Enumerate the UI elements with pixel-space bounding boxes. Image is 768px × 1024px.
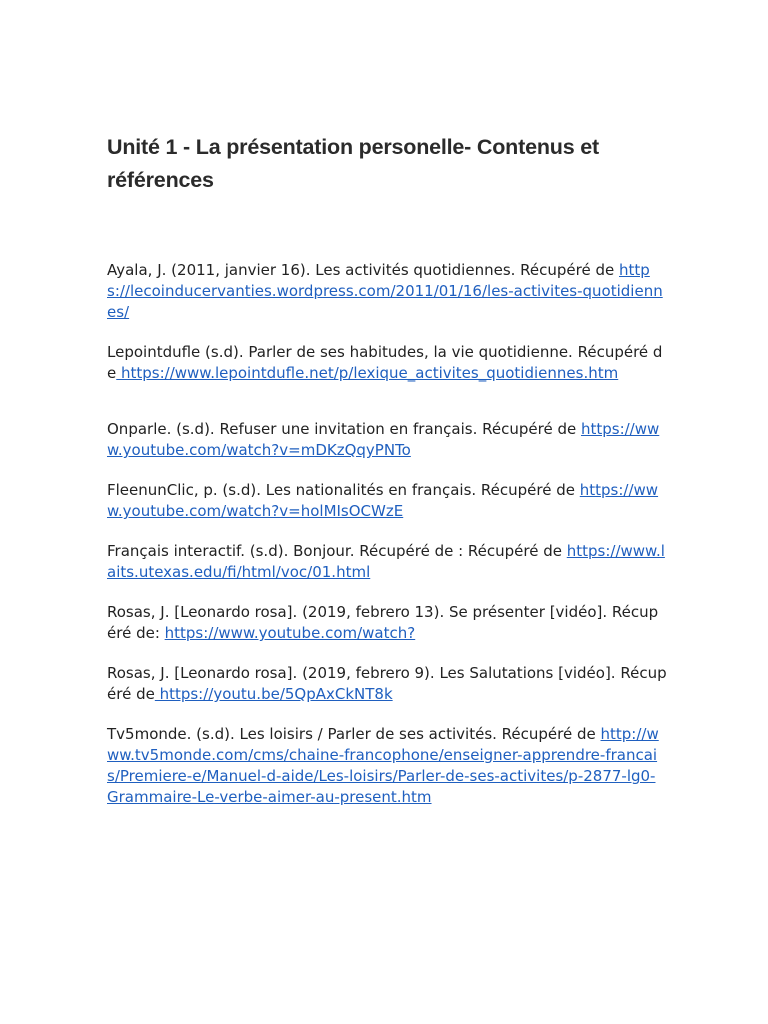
- reference-list: [107, 260, 667, 808]
- reference-link[interactable]: https://www.youtube.com/watch?v=holMIsOCWzE: [107, 481, 659, 520]
- reference-item: [107, 260, 667, 323]
- reference-item: [107, 480, 667, 522]
- reference-item: [107, 724, 667, 808]
- document-page: [107, 131, 667, 827]
- reference-link[interactable]: https://lecoinducervanties.wordpress.com/2011/01/16/les-activites-quotidiennes/: [107, 261, 663, 321]
- reference-text: Rosas, J. [Leonardo rosa]. (2019, febrero 9). Les Salutations [vidéo]. Récupéré de: [107, 664, 667, 703]
- reference-text: Ayala, J. (2011, janvier 16). Les activités quotidiennes. Récupéré de: [107, 261, 620, 279]
- reference-item: [107, 419, 667, 461]
- reference-item: [107, 541, 667, 583]
- reference-text: Français interactif. (s.d). Bonjour. Récupéré de : Récupéré de: [107, 542, 567, 560]
- reference-link[interactable]: https://www.laits.utexas.edu/fi/html/voc/01.html: [107, 542, 665, 581]
- reference-text: Rosas, J. [Leonardo rosa]. (2019, febrero 13). Se présenter [vidéo]. Récupéré de:: [107, 603, 659, 642]
- reference-text: Tv5monde. (s.d). Les loisirs / Parler de ses activités. Récupéré de: [107, 725, 601, 743]
- reference-text: FleenunClic, p. (s.d). Les nationalités en français. Récupéré de: [107, 481, 580, 499]
- reference-item: [107, 602, 667, 644]
- reference-item: [107, 342, 667, 384]
- reference-link[interactable]: https://www.youtube.com/watch?: [164, 624, 416, 642]
- reference-link[interactable]: https://www.youtube.com/watch?v=mDKzQqyPNTo: [107, 420, 660, 459]
- reference-text: Lepointdufle (s.d). Parler de ses habitudes, la vie quotidienne. Récupéré de: [107, 343, 663, 382]
- reference-item: [107, 663, 667, 705]
- reference-link[interactable]: https://youtu.be/5QpAxCkNT8k: [154, 685, 393, 703]
- reference-text: Onparle. (s.d). Refuser une invitation en français. Récupéré de: [107, 420, 581, 438]
- page-title: Unité 1 - La présentation personelle- Contenus et références: [107, 135, 599, 192]
- reference-link[interactable]: http://www.tv5monde.com/cms/chaine-francophone/enseigner-apprendre-francais/Premiere-e/Manuel-d-aide/Les-loisirs/Parler-de-ses-activites/p-2877-lg0-Grammaire-Le-verbe-aimer-au-present.htm: [107, 725, 659, 806]
- reference-link[interactable]: https://www.lepointdufle.net/p/lexique_activites_quotidiennes.htm: [116, 364, 619, 382]
